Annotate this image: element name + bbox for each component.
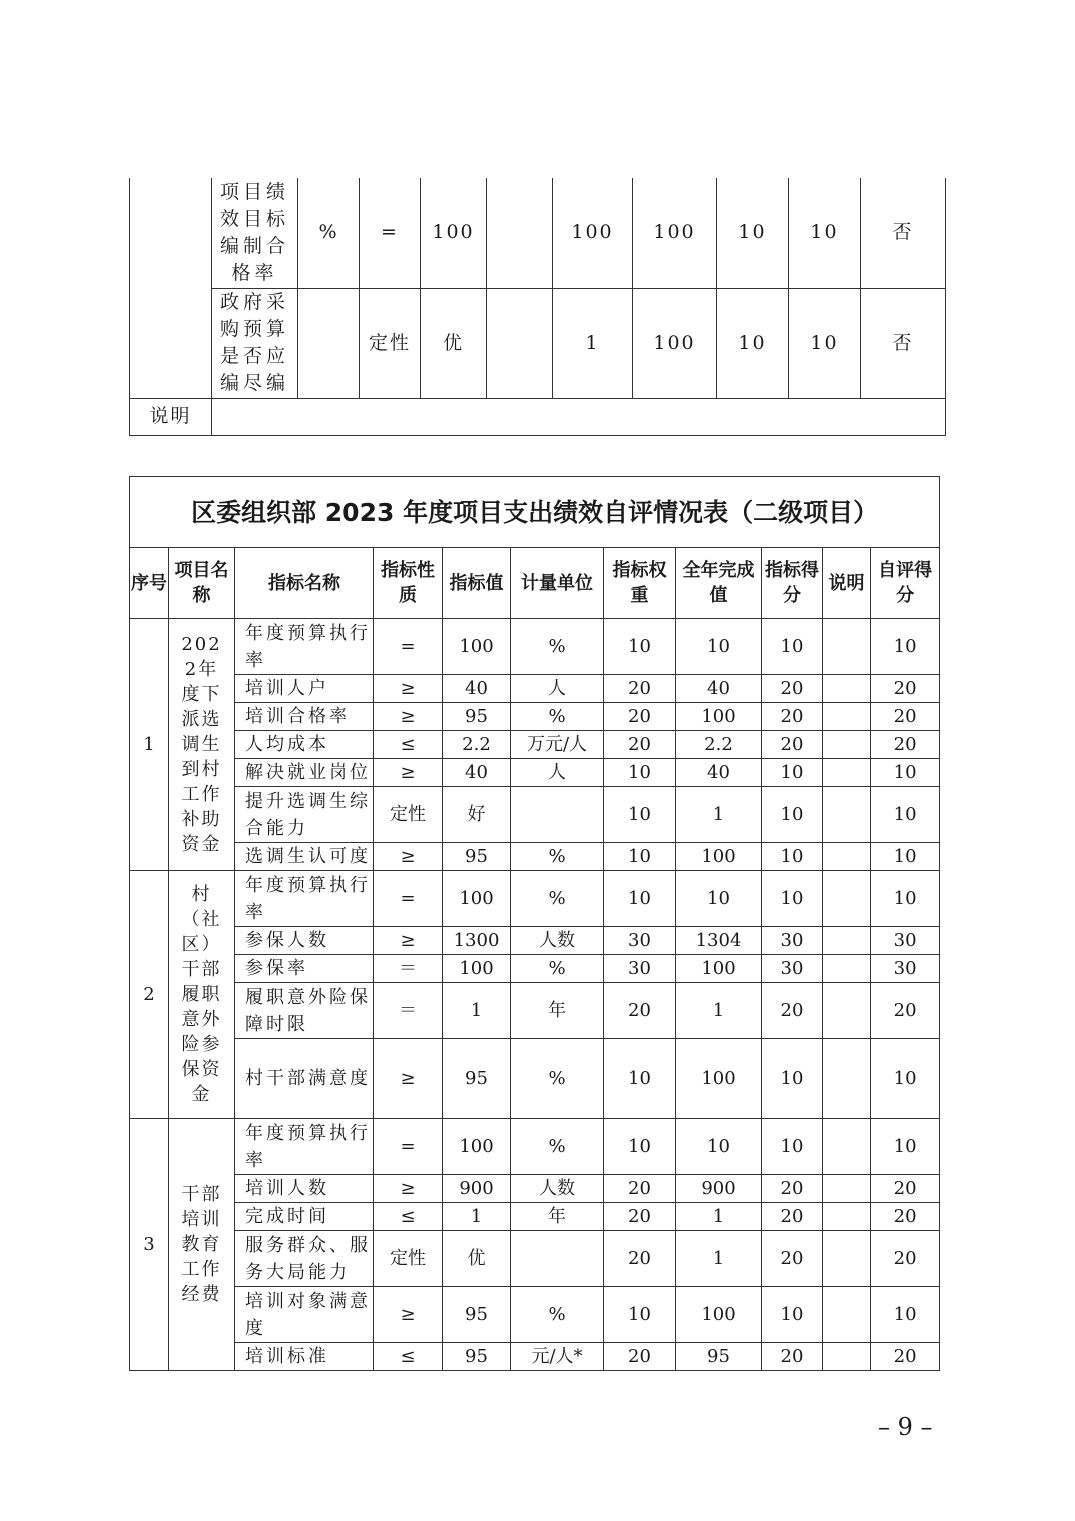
op-cell: ≥ (374, 759, 443, 787)
self-score-cell: 20 (871, 703, 940, 731)
header-cell: 指标权重 (604, 548, 676, 619)
table-row (130, 178, 946, 288)
actual-cell: 100 (676, 843, 762, 871)
table-row (130, 675, 940, 703)
header-cell: 说明 (823, 548, 871, 619)
table-row (130, 787, 940, 843)
indicator-name-cell: 选调生认可度 (235, 843, 374, 871)
unit-cell: 人 (511, 759, 604, 787)
self-score-cell: 10 (871, 787, 940, 843)
unit-cell: 人数 (511, 1175, 604, 1203)
weight-cell: 20 (604, 731, 676, 759)
flag-cell: 否 (861, 178, 946, 288)
note-cell (823, 703, 871, 731)
self-score-cell: 20 (871, 1203, 940, 1231)
self-score-cell: 10 (871, 843, 940, 871)
indicator-name-cell: 提升选调生综合能力 (235, 787, 374, 843)
table-row (130, 955, 940, 983)
note-cell (823, 731, 871, 759)
op-cell: ≥ (374, 843, 443, 871)
weight-cell: 20 (604, 675, 676, 703)
op-cell: ≥ (374, 703, 443, 731)
actual-cell: 100 (676, 955, 762, 983)
project-name-cell (169, 871, 235, 1119)
op-cell: ≥ (374, 1039, 443, 1119)
op-cell: 定性 (374, 787, 443, 843)
indicator-name-cell: 培训标准 (235, 1343, 374, 1371)
value-cell: 100 (443, 1119, 511, 1175)
value-cell: 好 (443, 787, 511, 843)
continuation-table (129, 178, 946, 436)
actual-cell: 100 (676, 1287, 762, 1343)
score2-cell: 10 (789, 288, 861, 398)
header-row (130, 548, 940, 619)
actual-cell: 100 (676, 703, 762, 731)
note-cell (823, 983, 871, 1039)
op-cell: ≥ (374, 1175, 443, 1203)
unit-cell: 万元/人 (511, 731, 604, 759)
self-score-cell: 10 (871, 1039, 940, 1119)
note-cell (823, 1039, 871, 1119)
unit-cell (511, 787, 604, 843)
table-row (130, 731, 940, 759)
actual-cell: 900 (676, 1175, 762, 1203)
flag-cell: 否 (861, 288, 946, 398)
unit-cell: % (511, 871, 604, 927)
op-cell: ≥ (374, 927, 443, 955)
self-score-cell: 30 (871, 927, 940, 955)
score-cell: 20 (762, 1231, 823, 1287)
unit-cell: % (511, 619, 604, 675)
table-row (130, 619, 940, 675)
note-cell (823, 1231, 871, 1287)
value-cell: 100 (443, 871, 511, 927)
op-cell: = (360, 178, 421, 288)
value-cell: 95 (443, 1287, 511, 1343)
score-cell: 10 (762, 1287, 823, 1343)
blank-cell (130, 178, 212, 398)
project-name-text: 干部培训教育工作经费 (181, 1184, 222, 1305)
self-score-cell: 20 (871, 731, 940, 759)
table-row (130, 1287, 940, 1343)
value-cell: 2.2 (443, 731, 511, 759)
self-score-cell: 20 (871, 1343, 940, 1371)
value-cell: 100 (443, 955, 511, 983)
blank-cell (487, 178, 553, 288)
table-row (130, 1203, 940, 1231)
note-cell (823, 1175, 871, 1203)
self-score-cell: 10 (871, 1119, 940, 1175)
table-row (130, 1343, 940, 1371)
table-title: 区委组织部 2023 年度项目支出绩效自评情况表（二级项目） (130, 477, 940, 548)
project-name-cell (169, 619, 235, 871)
weight-cell: 20 (604, 703, 676, 731)
value-cell: 优 (443, 1231, 511, 1287)
actual-cell: 1 (676, 983, 762, 1039)
score2-cell: 10 (789, 178, 861, 288)
weight-cell: 10 (604, 843, 676, 871)
header-cell: 全年完成值 (676, 548, 762, 619)
note-value (212, 398, 946, 435)
score-cell: 30 (762, 955, 823, 983)
self-score-cell: 20 (871, 983, 940, 1039)
weight-cell: 20 (604, 1231, 676, 1287)
indicator-name-cell: 培训对象满意度 (235, 1287, 374, 1343)
header-cell: 指标性质 (374, 548, 443, 619)
unit-cell: 年 (511, 1203, 604, 1231)
weight-cell: 20 (604, 1175, 676, 1203)
table-row (130, 288, 946, 398)
actual-cell: 1 (676, 1203, 762, 1231)
unit-cell: % (511, 955, 604, 983)
weight-cell: 1 (553, 288, 633, 398)
note-row (130, 398, 946, 435)
note-cell (823, 927, 871, 955)
op-cell: ≤ (374, 1203, 443, 1231)
indicator-name-cell: 培训人数 (235, 1175, 374, 1203)
score-cell: 20 (762, 675, 823, 703)
op-cell: ≤ (374, 1343, 443, 1371)
score-cell: 20 (762, 1343, 823, 1371)
evaluation-table (129, 476, 940, 1371)
project-name-text: 村（社区）干部履职意外险参保资金 (181, 884, 222, 1105)
row-number-cell: 2 (130, 871, 169, 1119)
indicator-name-cell: 村干部满意度 (235, 1039, 374, 1119)
indicator-name-cell: 政府采购预算是否应编尽编 (212, 288, 298, 398)
unit-cell: % (511, 843, 604, 871)
weight-cell: 30 (604, 927, 676, 955)
indicator-name-cell: 项目绩效目标编制合格率 (212, 178, 298, 288)
self-score-cell: 20 (871, 1175, 940, 1203)
actual-cell: 10 (676, 1119, 762, 1175)
value-cell: 1 (443, 1203, 511, 1231)
table-row (130, 703, 940, 731)
value-cell: 1300 (443, 927, 511, 955)
weight-cell: 20 (604, 983, 676, 1039)
op-cell: 定性 (374, 1231, 443, 1287)
actual-cell: 1304 (676, 927, 762, 955)
note-cell (823, 955, 871, 983)
indicator-name-cell: 培训人户 (235, 675, 374, 703)
value-cell: 95 (443, 843, 511, 871)
weight-cell: 20 (604, 1203, 676, 1231)
weight-cell: 10 (604, 871, 676, 927)
unit-cell: 人 (511, 675, 604, 703)
header-cell: 指标得分 (762, 548, 823, 619)
table-row (130, 1175, 940, 1203)
target-cell: 100 (421, 178, 487, 288)
op-cell: ≥ (374, 1287, 443, 1343)
note-cell (823, 1119, 871, 1175)
weight-cell: 10 (604, 1287, 676, 1343)
indicator-name-cell: 年度预算执行率 (235, 619, 374, 675)
title-row (130, 477, 940, 548)
actual-cell: 10 (676, 871, 762, 927)
table-row (130, 1119, 940, 1175)
actual-cell: 100 (633, 288, 717, 398)
unit-cell (298, 288, 360, 398)
project-name-text: 2022年度下派选调生到村工作补助资金 (181, 634, 222, 855)
header-cell: 计量单位 (511, 548, 604, 619)
actual-cell: 40 (676, 675, 762, 703)
project-name-cell (169, 1119, 235, 1371)
actual-cell: 10 (676, 619, 762, 675)
score-cell: 10 (762, 787, 823, 843)
self-score-cell: 20 (871, 675, 940, 703)
score-cell: 20 (762, 703, 823, 731)
note-cell (823, 843, 871, 871)
score-cell: 20 (762, 1175, 823, 1203)
header-cell: 项目名称 (169, 548, 235, 619)
note-cell (823, 759, 871, 787)
score-cell: 20 (762, 1203, 823, 1231)
op-cell: 定性 (360, 288, 421, 398)
actual-cell: 1 (676, 787, 762, 843)
unit-cell: 元/人* (511, 1343, 604, 1371)
unit-cell: % (298, 178, 360, 288)
unit-cell: % (511, 1119, 604, 1175)
self-score-cell: 10 (871, 619, 940, 675)
score-cell: 10 (762, 1039, 823, 1119)
value-cell: 95 (443, 1343, 511, 1371)
table-row (130, 1039, 940, 1119)
indicator-name-cell: 年度预算执行率 (235, 1119, 374, 1175)
score-cell: 20 (762, 983, 823, 1039)
value-cell: 95 (443, 703, 511, 731)
indicator-name-cell: 人均成本 (235, 731, 374, 759)
row-number-cell: 1 (130, 619, 169, 871)
note-cell (823, 787, 871, 843)
score-cell: 10 (762, 871, 823, 927)
indicator-name-cell: 参保人数 (235, 927, 374, 955)
actual-cell: 1 (676, 1231, 762, 1287)
indicator-name-cell: 年度预算执行率 (235, 871, 374, 927)
table-body (130, 619, 940, 1371)
self-score-cell: 20 (871, 1231, 940, 1287)
indicator-name-cell: 参保率 (235, 955, 374, 983)
self-score-cell: 10 (871, 759, 940, 787)
weight-cell: 20 (604, 1343, 676, 1371)
note-cell (823, 871, 871, 927)
unit-cell: 年 (511, 983, 604, 1039)
weight-cell: 10 (604, 787, 676, 843)
score-cell: 30 (762, 927, 823, 955)
weight-cell: 10 (604, 1119, 676, 1175)
indicator-name-cell: 服务群众、服务大局能力 (235, 1231, 374, 1287)
weight-cell: 30 (604, 955, 676, 983)
value-cell: 100 (443, 619, 511, 675)
score-cell: 10 (762, 619, 823, 675)
row-number-cell: 3 (130, 1119, 169, 1371)
note-cell (823, 1287, 871, 1343)
op-cell: ＝ (374, 955, 443, 983)
score-cell: 10 (717, 178, 789, 288)
table-row (130, 871, 940, 927)
indicator-name-cell: 完成时间 (235, 1203, 374, 1231)
self-score-cell: 30 (871, 955, 940, 983)
op-cell: ≤ (374, 731, 443, 759)
actual-cell: 40 (676, 759, 762, 787)
table-row (130, 927, 940, 955)
actual-cell: 2.2 (676, 731, 762, 759)
op-cell: ≥ (374, 675, 443, 703)
header-cell: 序号 (130, 548, 169, 619)
self-score-cell: 10 (871, 871, 940, 927)
self-score-cell: 10 (871, 1287, 940, 1343)
page-number: – 9 – (878, 1413, 933, 1441)
table-row (130, 759, 940, 787)
indicator-name-cell: 解决就业岗位 (235, 759, 374, 787)
header-cell: 指标值 (443, 548, 511, 619)
unit-cell (511, 1231, 604, 1287)
header-cell: 自评得分 (871, 548, 940, 619)
note-cell (823, 1343, 871, 1371)
value-cell: 900 (443, 1175, 511, 1203)
weight-cell: 10 (604, 759, 676, 787)
op-cell: = (374, 871, 443, 927)
actual-cell: 100 (676, 1039, 762, 1119)
note-cell (823, 619, 871, 675)
score-cell: 10 (762, 759, 823, 787)
value-cell: 95 (443, 1039, 511, 1119)
value-cell: 1 (443, 983, 511, 1039)
note-cell (823, 1203, 871, 1231)
score-cell: 10 (762, 843, 823, 871)
target-cell: 优 (421, 288, 487, 398)
score-cell: 10 (717, 288, 789, 398)
actual-cell: 95 (676, 1343, 762, 1371)
value-cell: 40 (443, 759, 511, 787)
note-cell (823, 675, 871, 703)
score-cell: 10 (762, 1119, 823, 1175)
blank-cell (487, 288, 553, 398)
weight-cell: 10 (604, 1039, 676, 1119)
table-row (130, 843, 940, 871)
score-cell: 20 (762, 731, 823, 759)
indicator-name-cell: 履职意外险保障时限 (235, 983, 374, 1039)
unit-cell: % (511, 1287, 604, 1343)
table-row (130, 983, 940, 1039)
indicator-name-cell: 培训合格率 (235, 703, 374, 731)
unit-cell: % (511, 1039, 604, 1119)
value-cell: 40 (443, 675, 511, 703)
unit-cell: % (511, 703, 604, 731)
unit-cell: 人数 (511, 927, 604, 955)
actual-cell: 100 (633, 178, 717, 288)
weight-cell: 10 (604, 619, 676, 675)
table-row (130, 1231, 940, 1287)
header-cell: 指标名称 (235, 548, 374, 619)
note-label: 说明 (130, 398, 212, 435)
op-cell: ＝ (374, 983, 443, 1039)
op-cell: = (374, 1119, 443, 1175)
op-cell: = (374, 619, 443, 675)
weight-cell: 100 (553, 178, 633, 288)
